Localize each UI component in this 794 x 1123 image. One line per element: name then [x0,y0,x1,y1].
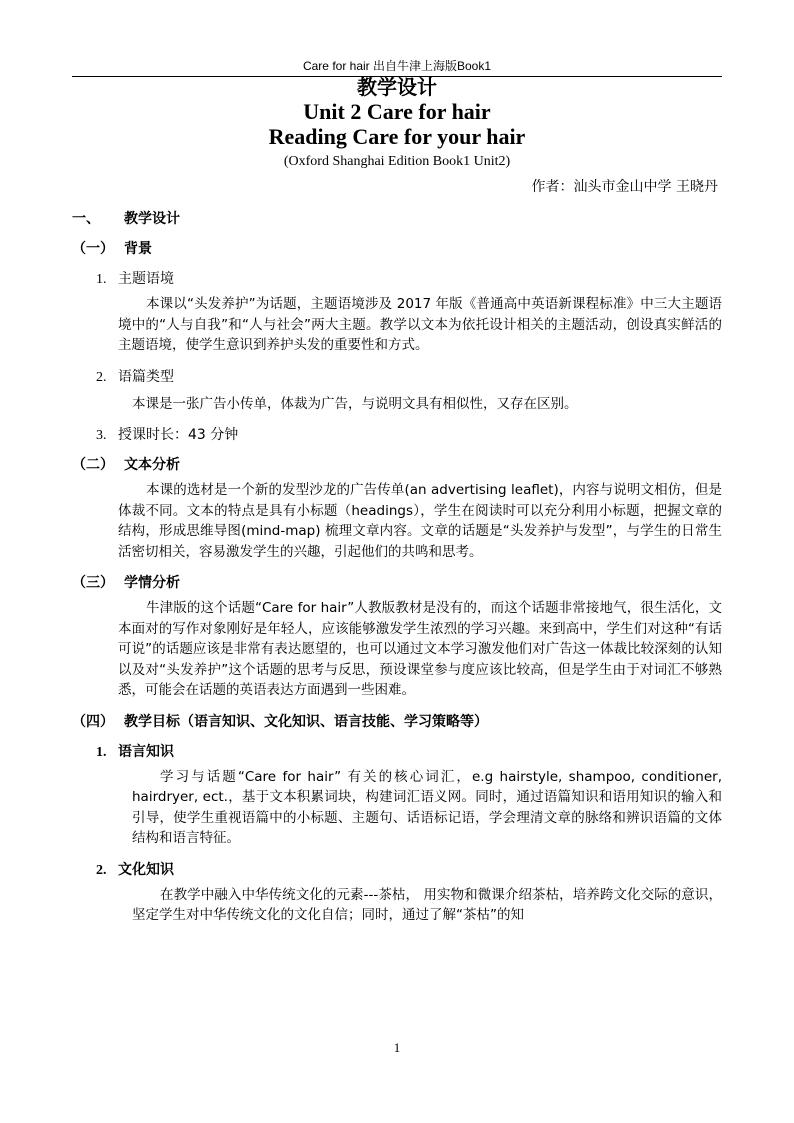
subsection-number: （二） [72,457,114,473]
item-title: 文化知识 [118,861,174,878]
section-heading [72,208,722,228]
item-heading [72,268,722,288]
item-number: 1. [96,744,107,760]
section-title: 教学设计 [124,211,180,227]
item-title: 语篇类型 [118,368,174,385]
lesson-title: Reading Care for your hair [268,124,526,149]
paragraph: 本课以“头发养护”为话题，主题语境涉及 2017 年版《普通高中英语新课程标准》中三大主题语境中的“人与自我”和“人与社会”两大主题。教学以文本为依托设计相关的主题活动，创设真实鲜活的主题语境，使学生意识到养护头发的重要性和方式。 [118,296,722,353]
page-header [72,56,722,77]
item-number: 2. [96,369,107,385]
paragraph: 本课的选材是一个新的发型沙龙的广告传单(an advertising leaflet)，内容与说明文相仿，但是体裁不同。文本的特点是具有小标题（headings），学生在阅读时可以充分利用小标题，把握文章的结构，形成思维导图(mind-map) 梳理文章内容。文章的话题是“头发养护与发型”，与学生的日常生活密切相关，容易激发学生的兴趣，引起他们的共鸣和思考。 [118,482,722,560]
subsection-heading [72,454,722,474]
subsection-title: 教学目标（语言知识、文化知识、语言技能、学习策略等） [124,713,488,730]
subsection-heading [72,711,722,731]
edition-line: (Oxford Shanghai Edition Book1 Unit2) [283,154,511,169]
subsection-heading [72,572,722,592]
author-line: 作者：汕头市金山中学 王晓丹 [531,179,718,195]
document-title: 教学设计 [357,75,437,99]
subsection-title: 文本分析 [124,457,180,473]
subsection-title: 学情分析 [124,575,180,591]
page-number: 1 [393,1040,401,1055]
subsection-number: （四） [72,713,114,730]
item-title: 语言知识 [118,743,174,760]
item-number: 2. [96,862,107,878]
subsection-number: （一） [72,241,114,257]
item-heading [72,424,722,444]
item-heading [72,859,722,879]
section-number: 一、 [72,211,100,227]
running-title: Care for hair 出自牛津上海版Book1 [302,59,492,73]
item-number: 1. [96,272,107,287]
item-number: 3. [96,428,107,443]
unit-title: Unit 2 Care for hair [303,99,491,124]
subsection-number: （三） [72,575,114,591]
paragraph: 牛津版的这个话题“Care for hair”人教版教材是没有的，而这个话题非常接地气，很生活化，文本面对的写作对象刚好是年轻人，应该能够激发学生浓烈的学习兴趣。来到高中，学生们对这种“有话可说”的话题应该是非常有表达愿望的，也可以通过文本学习激发他们对广告这一体裁比较深刻的认知以及对“头发养护”这个话题的思考与反思，预设课堂参与度应该比较高，但是学生由于对词汇不够熟悉，可能会在话题的英语表达方面遇到一些困难。 [118,600,722,698]
document-body [72,200,722,926]
item-title: 授课时长：43 分钟 [118,427,239,443]
subsection-title: 背景 [124,241,152,257]
item-heading [72,741,722,761]
paragraph: 本课是一张广告小传单，体裁为广告，与说明文具有相似性，又存在区别。 [132,395,578,412]
item-heading [72,366,722,386]
paragraph: 在教学中融入中华传统文化的元素---茶枯， 用实物和微课介绍茶枯，培养跨文化交际的意识，坚定学生对中华传统文化的文化自信；同时，通过了解“茶枯”的知 [132,886,722,923]
subsection-heading [72,238,722,258]
item-title: 主题语境 [118,271,174,287]
paragraph: 学习与话题“Care for hair” 有关的核心词汇，e.g hairstyle, shampoo, conditioner, hairdryer, ect.，基于文本积累词块，构建词汇语义网。同时，通过语篇知识和语用知识的输入和引导，使学生重视语篇中的小标题、主题句、话语标记语，学会理清文章的脉络和辨识语篇的文体结构和语言特征。 [132,768,722,846]
title-block [0,75,794,172]
